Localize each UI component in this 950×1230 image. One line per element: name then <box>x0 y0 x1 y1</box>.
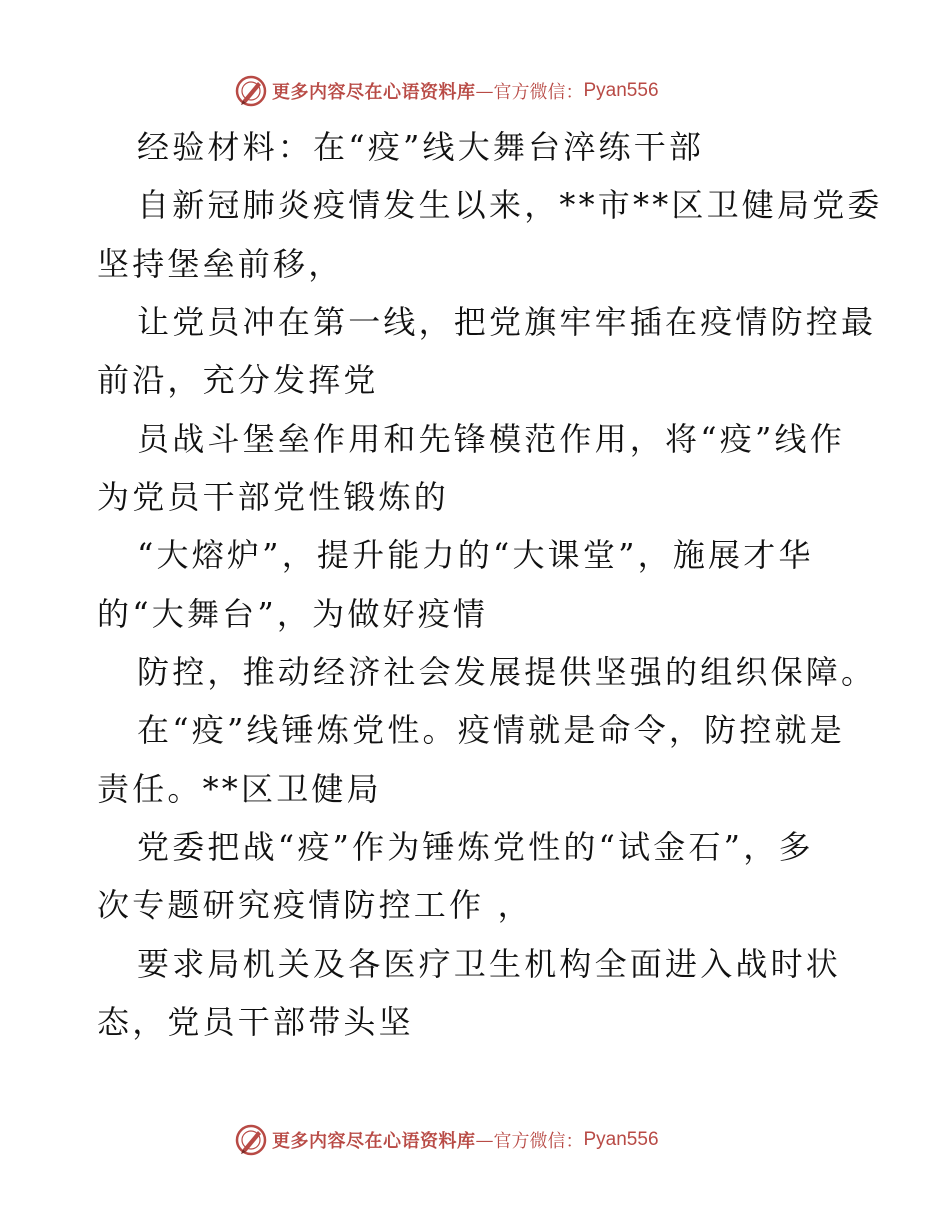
watermark-contact-label: 官方微信： <box>493 1131 584 1152</box>
document-title: 经验材料：在“疫”线大舞台淬练干部 <box>137 128 705 166</box>
paragraph-line: “大熔炉”，提升能力的“大课堂”，施展才华 <box>137 536 814 574</box>
paragraph-line: 让党员冲在第一线，把党旗牢牢插在疫情防控最 <box>137 303 877 341</box>
paragraph-line: 自新冠肺炎疫情发生以来，**市**区卫健局党委 <box>137 186 883 224</box>
watermark-contact-label: 官方微信： <box>493 82 584 103</box>
footer-watermark <box>234 1122 659 1158</box>
paragraph-line: 次专题研究疫情防控工作 ， <box>97 886 533 924</box>
watermark-contact-id: Pyan556 <box>583 1129 659 1150</box>
watermark-separator: — <box>475 1129 494 1151</box>
paragraph-line: 党委把战“疫”作为锤炼党性的“试金石”，多 <box>137 828 814 866</box>
paragraph-line: 为党员干部党性锻炼的 <box>97 478 450 516</box>
watermark-site-text: 更多内容尽在心语资料库 <box>272 1131 476 1152</box>
watermark-contact-id: Pyan556 <box>583 80 659 101</box>
paragraph-line: 责任。**区卫健局 <box>97 770 382 808</box>
paragraph-line: 态，党员干部带头坚 <box>97 1003 414 1041</box>
paragraph-line: 的“大舞台”，为做好疫情 <box>97 595 489 633</box>
paragraph-line: 员战斗堡垒作用和先锋模范作用，将“疫”线作 <box>137 420 845 458</box>
paragraph-line: 前沿，充分发挥党 <box>97 361 379 399</box>
pen-logo-icon <box>234 1123 268 1157</box>
pen-logo-icon <box>234 74 268 108</box>
paragraph-line: 要求局机关及各医疗卫生机构全面进入战时状 <box>137 945 842 983</box>
paragraph-line: 坚持堡垒前移， <box>97 245 344 283</box>
paragraph-line: 防控，推动经济社会发展提供坚强的组织保障。 <box>137 653 877 691</box>
watermark-separator: — <box>475 80 494 102</box>
header-watermark <box>234 73 659 109</box>
paragraph-line: 在“疫”线锤炼党性。疫情就是命令，防控就是 <box>137 711 845 749</box>
watermark-site-text: 更多内容尽在心语资料库 <box>272 82 476 103</box>
